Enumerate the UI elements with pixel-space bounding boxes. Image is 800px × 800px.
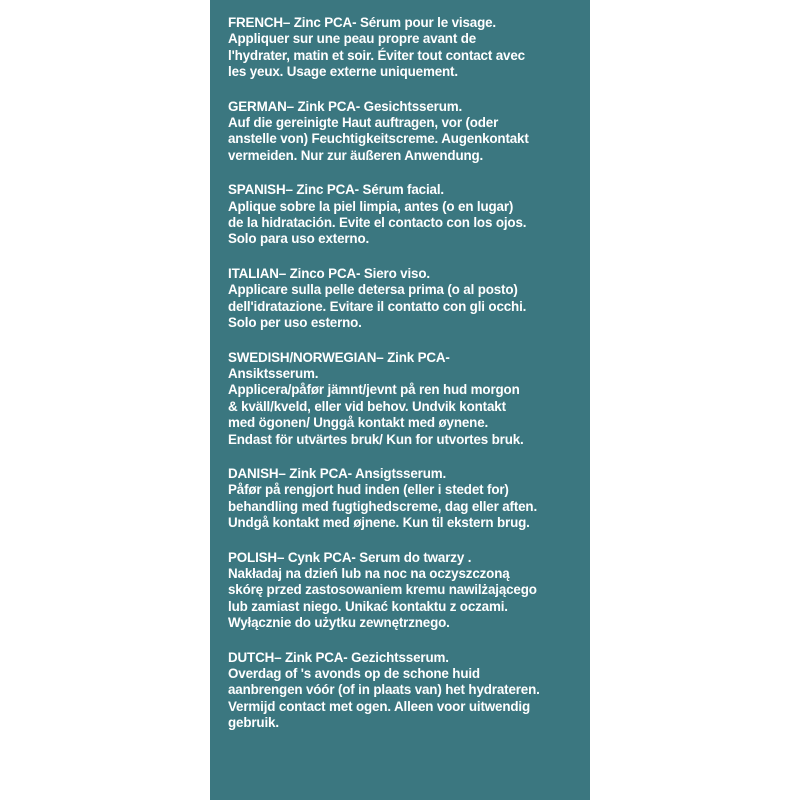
spanish-instructions xyxy=(228,182,590,248)
text-line: Auf die gereinigte Haut auftragen, vor (oder xyxy=(228,115,499,131)
text-line: Applicare sulla pelle detersa prima (o al posto) xyxy=(228,282,518,298)
text-line: de la hidratación. Evite el contacto con los ojos. xyxy=(228,215,527,231)
text-line: l'hydrater, matin et soir. Éviter tout contact avec xyxy=(228,47,525,63)
text-line: FRENCH– Zinc PCA- Sérum pour le visage. xyxy=(228,15,496,30)
text-line: SWEDISH/NORWEGIAN– Zink PCA- xyxy=(228,349,450,365)
text-line: lub zamiast niego. Unikać kontaktu z oczami. xyxy=(228,598,508,614)
product-label-panel xyxy=(210,0,590,800)
text-line: Solo per uso esterno. xyxy=(228,315,362,331)
swedish-norwegian-instructions xyxy=(228,350,590,448)
text-line: DANISH– Zink PCA- Ansigtsserum. xyxy=(228,465,447,481)
text-line: ITALIAN– Zinco PCA- Siero viso. xyxy=(228,265,430,281)
text-line: DUTCH– Zink PCA- Gezichtsserum. xyxy=(228,649,449,665)
text-line: Solo para uso externo. xyxy=(228,231,370,247)
text-line: behandling med fugtighedscreme, dag eller aften. xyxy=(228,498,538,514)
text-line: med ögonen/ Unggå kontakt med øynene. xyxy=(228,415,489,431)
text-line: POLISH– Cynk PCA- Serum do twarzy . xyxy=(228,549,472,565)
text-line: skórę przed zastosowaniem kremu nawilżającego xyxy=(228,582,537,598)
text-line: Applicera/påfør jämnt/jevnt på ren hud morgon xyxy=(228,382,520,398)
text-line: dell'idratazione. Evitare il contatto con gli occhi. xyxy=(228,298,527,314)
text-line: les yeux. Usage externe uniquement. xyxy=(228,64,458,80)
text-line: vermeiden. Nur zur äußeren Anwendung. xyxy=(228,147,484,163)
text-line: Overdag of 's avonds op de schone huid xyxy=(228,666,480,681)
text-line: Appliquer sur une peau propre avant de xyxy=(228,31,477,47)
italian-instructions xyxy=(228,266,590,332)
text-line: Nakładaj na dzień lub na noc na oczyszczoną xyxy=(228,565,510,581)
text-line: Ansiktsserum. xyxy=(228,365,319,381)
danish-instructions xyxy=(228,466,590,532)
french-instructions xyxy=(228,15,590,81)
text-line: Endast för utvärtes bruk/ Kun for utvortes bruk. xyxy=(228,431,524,447)
text-line: & kväll/kveld, eller vid behov. Undvik kontakt xyxy=(228,398,506,414)
text-line: SPANISH– Zinc PCA- Sérum facial. xyxy=(228,182,444,198)
text-line: anstelle von) Feuchtigkeitscreme. Augenkontakt xyxy=(228,131,529,147)
polish-instructions xyxy=(228,550,590,632)
text-line: gebruik. xyxy=(228,715,279,731)
text-line: aanbrengen vóór (of in plaats van) het hydrateren. xyxy=(228,682,540,698)
text-line: Påfør på rengjort hud inden (eller i stedet for) xyxy=(228,482,509,498)
dutch-instructions xyxy=(228,650,590,732)
text-line: Undgå kontakt med øjnene. Kun til ekstern brug. xyxy=(228,515,530,531)
text-line: Wyłącznie do użytku zewnętrznego. xyxy=(228,615,450,631)
text-line: Aplique sobre la piel limpia, antes (o en lugar) xyxy=(228,198,514,214)
german-instructions xyxy=(228,99,590,165)
text-line: GERMAN– Zink PCA- Gesichtsserum. xyxy=(228,98,463,114)
text-line: Vermijd contact met ogen. Alleen voor uitwendig xyxy=(228,698,530,714)
